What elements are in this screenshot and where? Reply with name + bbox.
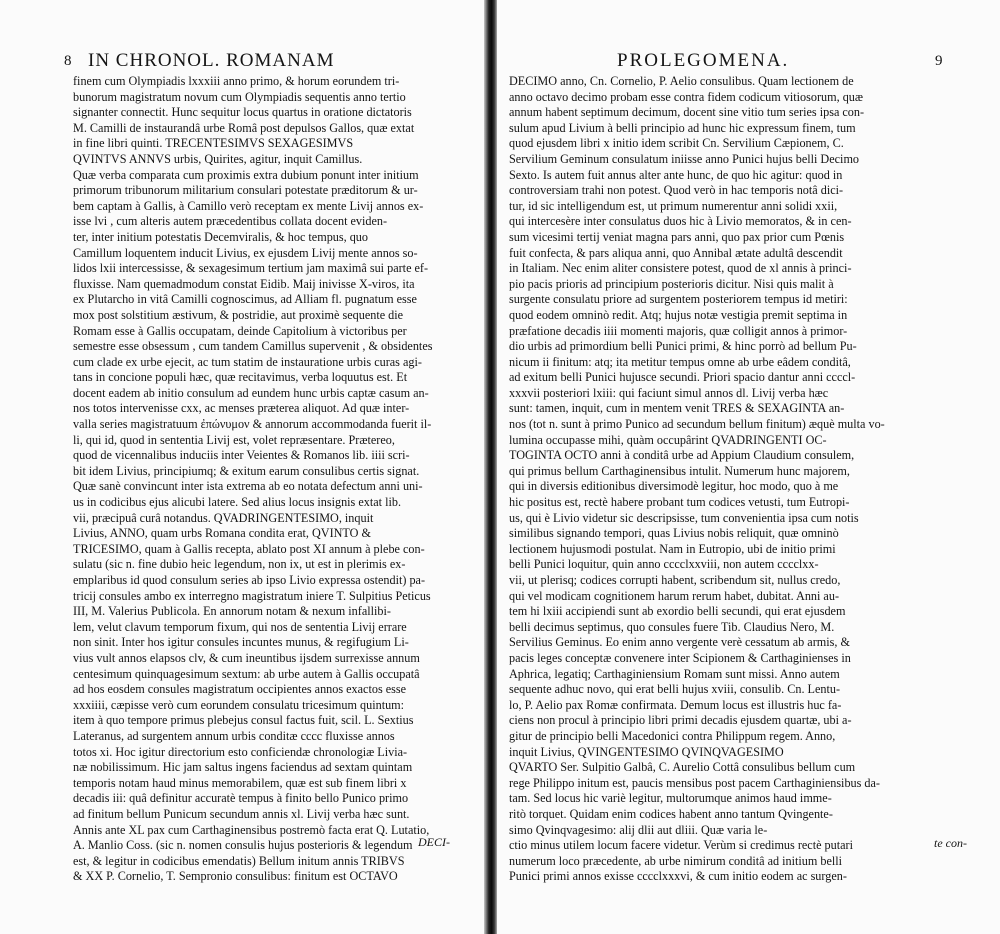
text-line: ter, inter initium potestatis Decemviralis, & hoc tempus, quo <box>73 229 368 244</box>
text-line: nos (tot n. sunt à primo Punico ad secundum bellum finitum) æquè multa vo- <box>509 417 885 432</box>
left-page-header <box>64 48 472 74</box>
text-line: præfatione decadis iiii momenti majoris, quæ colligit annos à primor- <box>509 323 848 338</box>
text-line: sulatu (sic n. fine dubio heic legendum, non ix, ut est in plerimis ex- <box>73 557 406 572</box>
text-line: sequente adhuc novo, qui erat belli hujus xviii, consulib. Cn. Lentu- <box>509 682 841 697</box>
text-line: fluxisse. Nam quemadmodum constat Eidib. Maij inivisse X-viros, ita <box>73 276 415 291</box>
text-line: quod de vicennalibus induciis inter Veientes & Romanos lib. iiii scri- <box>73 448 410 463</box>
text-line: TRICESIMO, quam à Gallis recepta, ablato post XI annum à plebe con- <box>73 541 425 556</box>
text-line: isse lvi , cum alteris autem præcedentibus collata docent eviden- <box>73 214 388 229</box>
left-page-text <box>73 74 473 885</box>
text-line: temporis notam haud minus memorabilem, quæ est sub finem libri x <box>73 775 407 790</box>
text-line: primorum tribunorum militarium consulari potestate præditorum & ur- <box>73 183 418 198</box>
text-line: Sexto. Is autem fuit annus alter ante hunc, de quo hic agitur: quod in <box>509 167 843 182</box>
text-line: M. Camilli de instaurandâ urbe Româ post depulsos Gallos, quæ extat <box>73 120 415 135</box>
text-line: Romam esse à Gallis occupatam, deinde Capitolium à victoribus per <box>73 323 407 338</box>
text-line: & XX P. Cornelio, T. Sempronio consulibus: finitum est OCTAVO <box>73 869 398 884</box>
text-line: Annis ante XL pax cum Carthaginensibus postremò facta erat Q. Lutatio, <box>73 822 430 837</box>
text-line: non sinit. Inter hos igitur consules incuntes munus, & regifugium Li- <box>73 635 409 650</box>
text-line: xxxvii posteriori lxiii: qui faciunt simul annos dl. Livij verba hæc <box>509 385 829 400</box>
text-line: lidos lxii intercessisse, & sexagesimum tertium jam maximâ sui parte ef- <box>73 261 429 276</box>
text-line: us, qui è Livio videtur sic descripsisse, tum convenientia ipsa cum notis <box>509 510 859 525</box>
text-line: ritò torquet. Quidam enim codices habent anno tantum Qvingente- <box>509 806 833 821</box>
text-line: næ nobilissimum. Hic jam saltus ingens faciendus ad sextam quintam <box>73 760 413 775</box>
text-line: ex Plutarcho in vitâ Camilli cognoscimus, ad Alliam fl. pugnatum esse <box>73 292 417 307</box>
text-line: surgente consulatu priore ad surgentem posteriorem tempus id metiri: <box>509 292 848 307</box>
text-line: quod eodem omninò redit. Atq; hujus notæ vestigia premit septima in <box>509 307 848 322</box>
text-line: emplaribus id quod consulum series ab ipso Livio expressa ostendit) pa- <box>73 573 426 587</box>
text-line: Servilium Geminum consulatum iniisse anno Punici hujus belli Decimo <box>509 151 860 166</box>
text-line: dio urbis ad primordium belli Punici primi, & hinc porrò ad bellum Pu- <box>509 339 857 354</box>
text-line: quod ejusdem libri x initio idem scribit Cn. Servilium Cæpionem, C. <box>509 136 844 151</box>
text-line: est, & legitur in codicibus emendatis) Bellum initum annis TRIBVS <box>73 853 405 868</box>
text-line: fuit confecta, & pars aliqua anni, quo Annibal ætate adultâ descendit <box>509 245 843 260</box>
text-line: tur, id sic intelligendum est, ut primum numerentur anni solidi xxii, <box>509 198 838 213</box>
text-line: QVARTO Ser. Sulpitio Galbâ, C. Aurelio Cottâ consulibus bellum cum <box>509 760 856 775</box>
text-line: simo Qvinqvagesimo: alij dlii aut dliii. Quæ varia le- <box>509 822 768 837</box>
text-line: totos xi. Hoc igitur directorium esto conficiendæ chronologiæ Livia- <box>73 744 408 759</box>
text-line: lo, P. Aelio pax Romæ confirmata. Demum locus est illustris huc fa- <box>509 697 842 712</box>
text-line: Quæ sanè convincunt inter ista extrema ab eo notata defectum anni uni- <box>73 479 423 494</box>
text-line: bit idem Livius, principiumq; & exitum earum consulibus certis signat. <box>73 463 420 478</box>
text-line: belli Punici loquitur, quin anno cccclxxviii, non autem cccclxx- <box>509 557 819 572</box>
text-line: sulum apud Livium à belli principio ad hunc hic expressum finem, tum <box>509 120 856 135</box>
text-line: item à quo tempore primus plebejus consul factus fuit, scil. L. Sextius <box>73 713 414 728</box>
text-line: cum clade ex urbe ejecit, ac tum statim de instauratione urbis curas agi- <box>73 354 422 369</box>
text-line: TOGINTA OCTO anni à conditâ urbe ad Appium Claudium consulem, <box>509 448 855 463</box>
text-line: DECIMO anno, Cn. Cornelio, P. Aelio consulibus. Quam lectionem de <box>509 74 854 88</box>
text-line: annum habent septimum decimum, docent sine vitio tum series ipsa con- <box>509 105 865 120</box>
text-line: docent eadem ab initio consulum ad eundem hunc urbis captæ casum an- <box>73 385 429 400</box>
text-line: qui intercesère inter consulatus duos hic à Livio memoratos, & in cen- <box>509 214 852 229</box>
text-line: mox post solstitium æstivum, & postridie, aut proximè sequente die <box>73 307 404 322</box>
page-number: 9 <box>935 53 944 69</box>
text-line: qui in diversis editionibus diversimodè legitur, hoc modo, quo à me <box>509 479 839 494</box>
text-line: tam. Sed locus hic variè legitur, multorumque animos haud imme- <box>509 791 832 806</box>
text-line: bem captam à Gallis, à Camillo verò receptam ex mente Livij annos ex- <box>73 198 424 213</box>
text-line: belli decimus septimus, quo consules fuere Tib. Claudius Nero, M. <box>509 619 835 634</box>
text-line: Servilius Geminus. Eo enim anno vergente verè cessatum ab armis, & <box>509 635 850 650</box>
text-line: hic positus est, rectè habere probant tum codices vetusti, tum Eutropi- <box>509 495 850 510</box>
right-page-text <box>509 74 983 885</box>
text-line: A. Manlio Coss. (sic n. nomen consulis hujus posterioris & legendum <box>73 838 413 853</box>
text-line: vii, ut plerisq; codices corrupti habent, scribendum sit, nullus credo, <box>509 573 841 587</box>
text-line: us in codicibus ejus alicubi latere. Sed alius locus insignis extat lib. <box>73 495 401 510</box>
text-line: vii, præcipuâ curâ notandus. QVADRINGENTESIMO, inquit <box>73 510 374 525</box>
text-line: lem, velut clavum temporum fixum, qui nos de sententia Livij errare <box>73 619 407 634</box>
text-line: Lateranus, ad surgentem annum urbis conditæ cccc fluxisse annos <box>73 728 395 743</box>
text-line: Aphrica, legatiq; Carthaginiensium Romam sunt missi. Anno autem <box>509 666 840 681</box>
text-line: ciens non procul à principio libri primi decadis ejusdem quartæ, ubi a- <box>509 713 852 728</box>
text-line: pio pacis prioris ad principium posterioris dicitur. Nisi quis malit à <box>509 276 834 291</box>
catchword: te con- <box>934 836 967 850</box>
text-line: xxxiiii, cæpisse verò cum eorundem consulatu tricesimum quintum: <box>73 697 405 712</box>
left-page <box>0 0 486 934</box>
text-line: pacis leges conceptæ convenere inter Scipionem & Carthaginienses in <box>509 650 851 665</box>
page-number: 8 <box>64 53 73 69</box>
text-line: nicum ii finitum: atq; ita metitur tempus omne ab urbe eâdem conditâ, <box>509 354 851 369</box>
text-line: numerum loco præcedente, ab urbe nimirum conditâ ad initium belli <box>509 853 843 868</box>
text-line: decadis iii: quâ definitur accuratè tempus à finito bello Punico primo <box>73 791 409 806</box>
text-line: sunt: tamen, inquit, cum in mentem venit TRES & SEXAGINTA an- <box>509 401 845 416</box>
text-line: lectionem hujusmodi postulat. Nam in Eutropio, ubi de initio primi <box>509 541 836 556</box>
text-line: centesimum quinquagesimum sextum: ab urbe autem à Gallis occupatâ <box>73 666 420 681</box>
text-line: III, M. Valerius Publicola. En annorum notam & nexum infallibi- <box>73 604 391 619</box>
text-line: QVINTVS ANNVS urbis, Quirites, agitur, inquit Camillus. <box>73 151 363 166</box>
text-line: qui primus bellum Carthaginensibus intulit. Numerum hunc majorem, <box>509 463 850 478</box>
text-line: gitur de principio belli Macedonici contra Philippum regem. Anno, <box>509 728 836 743</box>
catchword: DECI- <box>418 835 450 849</box>
text-line: Camillum loquentem inducit Livius, ex ejusdem Livij mente annos so- <box>73 245 418 260</box>
text-line: valla series magistratuum ἐπώνυμον & annorum accommodanda fuerit il- <box>73 417 432 432</box>
text-line: similibus signando tempori, quas Livius nobis reliquit, quæ omninò <box>509 526 839 541</box>
text-line: tem hi lxiii accipiendi sunt ab exordio belli secundi, qui erat ejusdem <box>509 604 846 619</box>
book-gutter <box>484 0 498 934</box>
text-line: rege Philippo initum est, paucis mensibus post pacem Carthaginiensibus da- <box>509 775 880 790</box>
running-head: PROLEGOMENA. <box>617 50 790 71</box>
text-line: ctio minus utilem locum facere videtur. Verùm si credimus rectè putari <box>509 838 853 853</box>
text-line: Punici primi annos exisse cccclxxxvi, & cum initio eodem ac surgen- <box>509 869 847 884</box>
text-line: vius vult annos elapsos clv, & cum ineuntibus ijsdem surrexisse annum <box>73 650 420 665</box>
text-line: ad finitum bellum Punicum secundum annis xl. Livij verba hæc sunt. <box>73 806 410 821</box>
text-line: in fine libri quinti. TRECENTESIMVS SEXAGESIMVS <box>73 136 354 151</box>
text-line: in Italiam. Nec enim aliter consistere potest, quod de xl annis à princi- <box>509 261 852 276</box>
text-line: ad hos eosdem consules magistratum occipientes annos exactos esse <box>73 682 407 697</box>
right-page-header <box>517 48 977 74</box>
text-line: ad exitum belli Punici hujusce secundi. Priori spacio dantur anni ccccl- <box>509 370 856 385</box>
right-page <box>497 0 1000 934</box>
text-line: bunorum magistratum novum cum Olympiadis sequentis anno tertio <box>73 89 406 104</box>
text-line: semestre esse obsessum , cum tandem Camillus supervenit , & obsidentes <box>73 339 433 354</box>
text-line: nos totos intervenisse cxx, ac menses præterea aliquot. Ad quæ inter- <box>73 401 410 416</box>
running-head: IN CHRONOL. ROMANAM <box>88 50 335 71</box>
text-line: Livius, ANNO, quam urbs Romana condita erat, QVINTO & <box>73 526 371 541</box>
text-line: qui vel modicam cognitionem harum rerum habet, dubitat. Anni au- <box>509 588 839 603</box>
text-line: lumina occupasse mihi, quàm occupârint QVADRINGENTI OC- <box>509 432 827 447</box>
text-line: signanter connectit. Hunc sequitur locus quartus in oratione dictatoris <box>73 105 412 120</box>
text-line: finem cum Olympiadis lxxxiii anno primo, & horum eorundem tri- <box>73 74 400 88</box>
text-line: sum vicesimi tertij veniat magna pars anni, quo pax prior cum Pœnis <box>509 229 845 244</box>
text-line: inquit Livius, QVINGENTESIMO QVINQVAGESIMO <box>509 744 784 759</box>
text-line: anno octavo decimo probam esse contra fidem codicum vitiosorum, quæ <box>509 89 864 104</box>
text-line: Quæ verba comparata cum proximis extra dubium ponunt inter initium <box>73 167 419 182</box>
text-line: tricij consules ambo ex interregno magistratum iniere T. Sulpitius Peticus <box>73 588 431 603</box>
text-line: tans in concione populi hæc, quæ recitavimus, verba loquutus est. Et <box>73 370 408 385</box>
text-line: controversiam trahi non potest. Quod verò in hac temporis notâ dici- <box>509 183 844 198</box>
text-line: li, qui id, quod in sententia Livij est, volet repræsentare. Prætereo, <box>73 432 395 447</box>
